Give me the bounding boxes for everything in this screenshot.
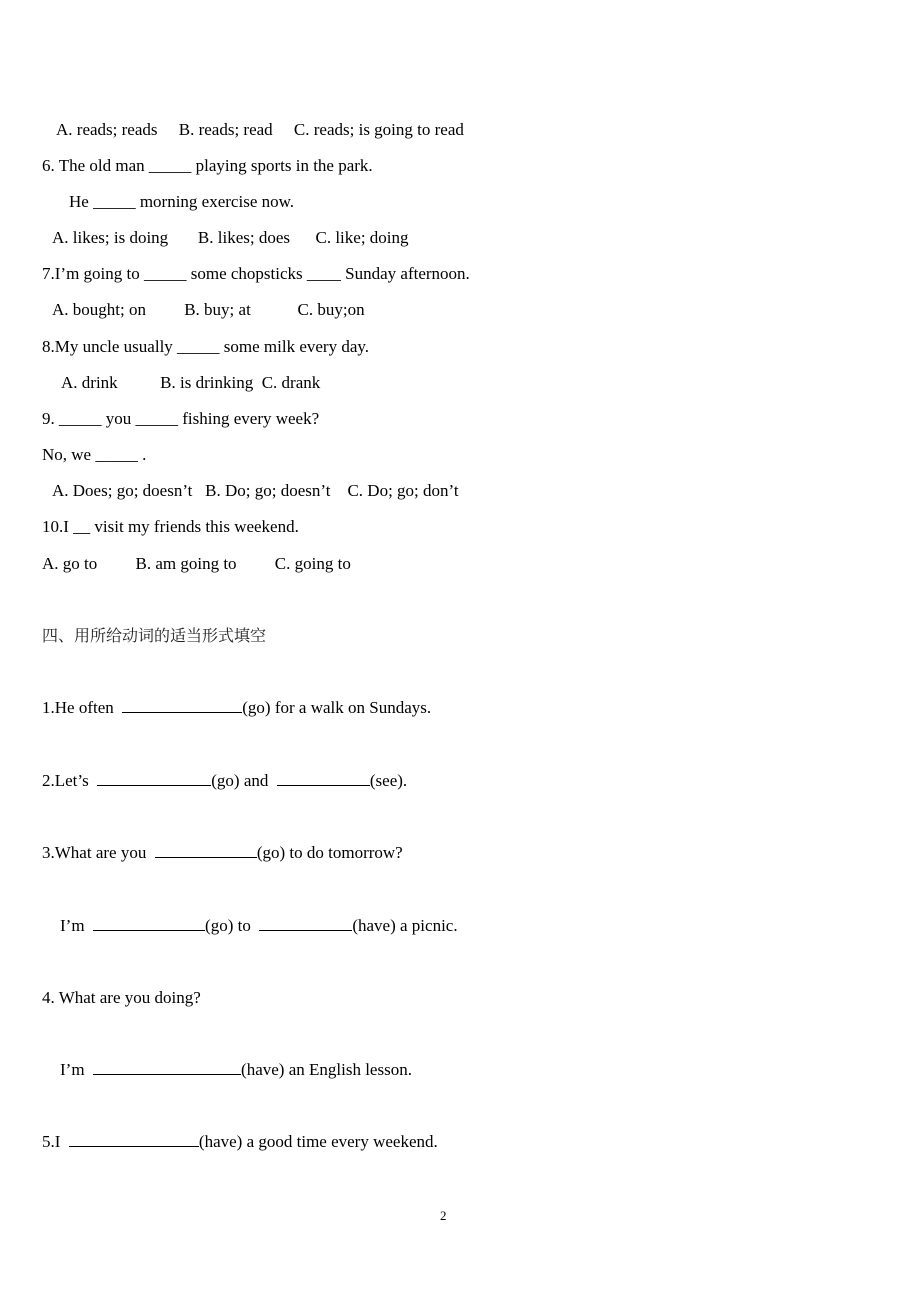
text: (go) to do tomorrow?: [256, 843, 403, 862]
q9-line1: 9. _____ you _____ fishing every week?: [42, 409, 320, 428]
fill-q4-answer: [60, 1060, 412, 1080]
q10-options: A. go to B. am going to C. going to: [42, 554, 351, 573]
q10: 10.I __ visit my friends this weekend.: [42, 517, 299, 536]
text: (have) a picnic.: [352, 916, 458, 935]
text: 5.I: [42, 1132, 69, 1151]
answer-blank[interactable]: [93, 1060, 241, 1075]
page-number: 2: [440, 1208, 447, 1223]
q9-line2: No, we _____ .: [42, 445, 147, 464]
q6-line1: 6. The old man _____ playing sports in the park.: [42, 156, 373, 175]
answer-blank[interactable]: [97, 771, 211, 786]
text: (see).: [369, 771, 408, 790]
text: (have) an English lesson.: [241, 1060, 412, 1079]
section-heading: 四、用所给动词的适当形式填空: [42, 626, 267, 645]
answer-blank[interactable]: [259, 916, 352, 931]
fill-q5: [42, 1132, 438, 1152]
q6-line2: He _____ morning exercise now.: [69, 192, 295, 211]
fill-q2: [42, 771, 407, 791]
text: (have) a good time every weekend.: [198, 1132, 438, 1151]
text: 3.What are you: [42, 843, 155, 862]
fill-q1: [42, 698, 431, 718]
text: (go) to: [205, 916, 260, 935]
q8-options: A. drink B. is drinking C. drank: [61, 373, 321, 392]
q5-options: A. reads; reads B. reads; read C. reads; is going to read: [56, 120, 464, 139]
text: I’m: [60, 916, 94, 935]
q8: 8.My uncle usually _____ some milk every day.: [42, 337, 370, 356]
q7-options: A. bought; on B. buy; at C. buy;on: [52, 300, 365, 319]
fill-q3: [42, 843, 403, 863]
q7: 7.I’m going to _____ some chopsticks ____ Sunday afternoon.: [42, 264, 470, 283]
fill-q4: 4. What are you doing?: [42, 988, 201, 1007]
text: (go) for a walk on Sundays.: [242, 698, 432, 717]
q9-options: A. Does; go; doesn’t B. Do; go; doesn’t C. Do; go; don’t: [52, 481, 459, 500]
answer-blank[interactable]: [69, 1132, 199, 1147]
answer-blank[interactable]: [122, 698, 242, 713]
answer-blank[interactable]: [93, 916, 205, 931]
answer-blank[interactable]: [155, 843, 257, 858]
text: 2.Let’s: [42, 771, 98, 790]
text: I’m: [60, 1060, 94, 1079]
q6-options: A. likes; is doing B. likes; does C. like; doing: [52, 228, 409, 247]
fill-q3-answer: [60, 916, 458, 936]
answer-blank[interactable]: [277, 771, 370, 786]
text: 1.He often: [42, 698, 123, 717]
text: (go) and: [211, 771, 277, 790]
